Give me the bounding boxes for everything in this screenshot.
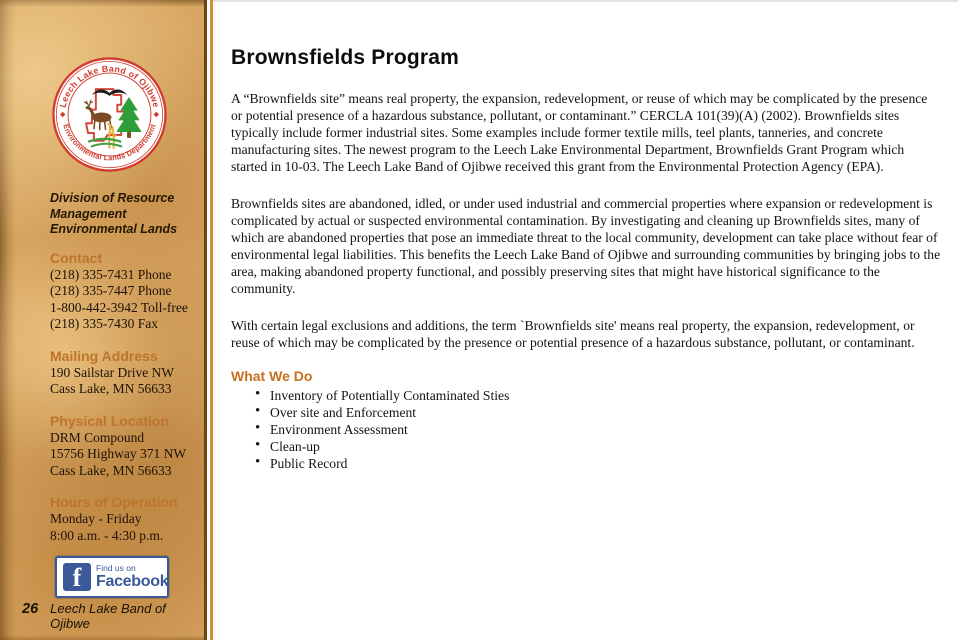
division-line: Environmental Lands [50, 222, 178, 236]
mailing-address-section [50, 348, 194, 398]
facebook-find-us-label: Find us on [96, 563, 136, 573]
list-item: • Over site and Enforcement [255, 404, 938, 421]
division-line: Management [50, 206, 127, 221]
what-we-do-list [255, 387, 938, 472]
page-title: Brownsfields Program [231, 46, 460, 69]
tollfree-line: 1-800-442-3942 Toll-free [50, 299, 188, 315]
main-content [213, 0, 958, 640]
mailing-address-heading: Mailing Address [50, 347, 158, 364]
address-line: 190 Sailstar Drive NW [50, 364, 175, 380]
contact-heading: Contact [50, 249, 103, 266]
location-line: DRM Compound [50, 429, 145, 445]
paragraph: With certain legal exclusions and additions, the term `Brownfields site' means real property, the expansion, redevelopment, or reuse of which may be complicated by the presence or potential presence of a hazardous substance, pollutant, or contaminant. [231, 318, 915, 350]
contact-section [50, 250, 194, 333]
address-line: Cass Lake, MN 56633 [50, 381, 172, 396]
hours-line: 8:00 a.m. - 4:30 p.m. [50, 527, 164, 543]
sidebar [0, 0, 207, 640]
what-we-do-heading: What We Do [231, 368, 313, 384]
phone-line: (218) 335-7447 Phone [50, 283, 172, 298]
facebook-button[interactable] [55, 556, 169, 598]
list-item: • Inventory of Potentially Contaminated Sties [255, 387, 938, 404]
paragraph: Brownfields sites are abandoned, idled, or under used industrial and commercial properties where expansion or redevelopment is complicated by actual or suspected environmental contamination. By investigating and cleaning up Brownfields sites, many of which are abandoned properties that pose an immediate threat to the local community, development can take place without fear of environmental legal liabilities. This benefits the Leech Lake Band of Ojibwe and surrounding communities by bringing jobs to the area, making abandoned property functional, and possibly preserving sites that might have historical significance to the community. [231, 196, 941, 296]
division-title [50, 191, 194, 238]
hours-line: Monday - Friday [50, 511, 142, 526]
footer-title: Leech Lake Band of Ojibwe [50, 601, 166, 631]
location-line: 15756 Highway 371 NW [50, 446, 187, 461]
tribal-seal-icon [51, 56, 168, 173]
tribal-seal-logo [51, 56, 168, 173]
facebook-name-label: Facebook [96, 573, 169, 590]
physical-location-section [50, 413, 194, 480]
logo-bottom-text: Environmental Lands Department [61, 122, 158, 163]
list-item: • Environment Assessment [255, 421, 938, 438]
phone-line: (218) 335-7431 Phone [50, 266, 172, 282]
fax-line: (218) 335-7430 Fax [50, 316, 158, 331]
location-line: Cass Lake, MN 56633 [50, 462, 172, 478]
hours-heading: Hours of Operation [50, 494, 178, 510]
page-number: 26 [22, 601, 39, 617]
page-footer [22, 601, 204, 631]
list-item: • Clean-up [255, 438, 938, 455]
facebook-logo-icon: f [63, 563, 91, 591]
body-copy [231, 90, 941, 351]
hours-section [50, 494, 194, 544]
division-line: Division of Resource [50, 191, 175, 205]
paragraph: A “Brownfields site” means real property, the expansion, redevelopment, or reuse of which may be complicated by the presence or potential presence of a hazardous substance, pollutant, or contaminant.” CERCLA 101(39)(A) (2002). Brownfields sites typically include former industrial sites. Some examples include former textile mills, teel plants, tanneries, and concrete manufacturing sites. The newest program to the Leech Lake Environmental Department, Brownfields Grant Program which started in 10-03. The Leech Lake Band of Ojibwe received this grant from the Environmental Protection Agency (EPA). [231, 91, 928, 174]
list-item: • Public Record [255, 455, 938, 472]
logo-top-text: Leech Lake Band of Ojibwe [57, 63, 162, 109]
physical-location-heading: Physical Location [50, 412, 170, 429]
facebook-button-text [96, 564, 168, 590]
